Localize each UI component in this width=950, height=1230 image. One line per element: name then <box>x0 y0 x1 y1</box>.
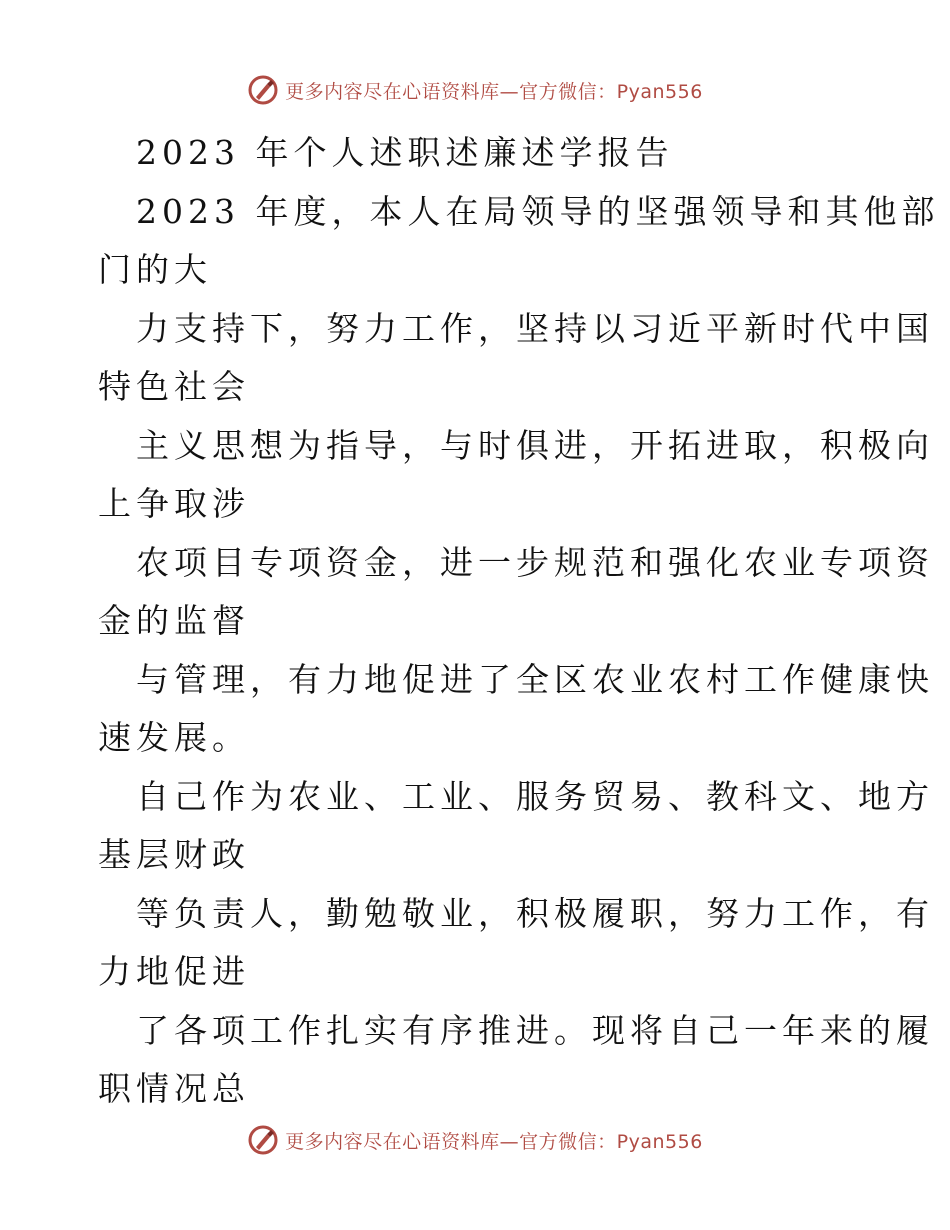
header-banner-text: 更多内容尽在心语资料库—官方微信：Pyan556 <box>285 80 703 103</box>
text-line: 2023 年度，本人在局领导的坚强领导和其他部 <box>136 191 940 231</box>
text-line: 了各项工作扎实有序推进。现将自己一年来的履 <box>136 1010 934 1050</box>
document-title: 2023 年个人述职述廉述学报告 <box>136 133 674 172</box>
text-line: 农项目专项资金，进一步规范和强化农业专项资 <box>136 542 934 582</box>
text-line: 主义思想为指导，与时俱进，开拓进取，积极向 <box>136 425 934 465</box>
text-line: 自己作为农业、工业、服务贸易、教科文、地方 <box>136 776 934 816</box>
header-banner <box>0 70 950 110</box>
text-line: 职情况总 <box>98 1069 250 1108</box>
text-line: 等负责人，勤勉敬业，积极履职，努力工作，有 <box>136 893 934 933</box>
text-line: 特色社会 <box>98 367 250 406</box>
text-line: 力地促进 <box>98 952 250 991</box>
text-line: 金的监督 <box>98 601 250 640</box>
text-line: 力支持下，努力工作，坚持以习近平新时代中国 <box>136 308 934 348</box>
text-line: 门的大 <box>98 250 212 289</box>
pen-logo-icon <box>247 1124 279 1156</box>
footer-banner-text: 更多内容尽在心语资料库—官方微信：Pyan556 <box>285 1130 703 1153</box>
footer-banner <box>0 1120 950 1160</box>
pen-logo-icon <box>247 74 279 106</box>
text-line: 速发展。 <box>98 718 250 757</box>
text-line: 上争取涉 <box>98 484 250 523</box>
document-body <box>98 124 940 1119</box>
text-line: 基层财政 <box>98 835 250 874</box>
text-line: 与管理，有力地促进了全区农业农村工作健康快 <box>136 659 934 699</box>
